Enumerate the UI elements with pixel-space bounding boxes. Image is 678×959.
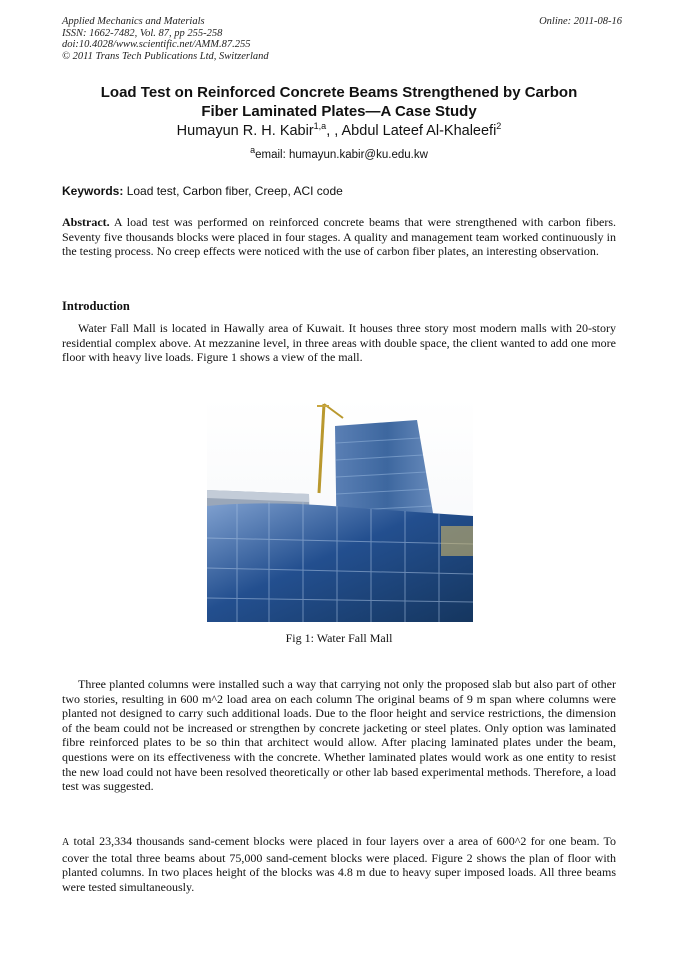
keywords-label: Keywords: bbox=[62, 184, 124, 198]
body-paragraph-3 bbox=[62, 834, 616, 894]
email-marker: a bbox=[250, 145, 256, 156]
mall-photo bbox=[207, 398, 473, 622]
journal-doi: doi:10.4028/www.scientific.net/AMM.87.255 bbox=[62, 39, 251, 50]
title-line-1: Load Test on Reinforced Concrete Beams Strengthened by Carbon bbox=[100, 84, 578, 101]
keywords bbox=[62, 184, 616, 198]
author-list bbox=[62, 123, 616, 139]
journal-name: Applied Mechanics and Materials bbox=[62, 16, 205, 27]
figure-caption: Fig 1: Water Fall Mall bbox=[285, 631, 393, 645]
online-date: Online: 2011-08-16 bbox=[539, 16, 622, 27]
journal-copyright: © 2011 Trans Tech Publications Ltd, Switzerland bbox=[62, 50, 269, 62]
abstract-text: A load test was performed on reinforced concrete beams that were strengthened with carbon fibers. Seventy five thousands blocks were placed in four stages. A quality and management team worked continuously in the testing process. No creep effects were noticed with the use of carbon fiber plates, an interesting observation. bbox=[62, 215, 616, 259]
paper-title bbox=[62, 83, 616, 121]
author-1-affiliation: 1,a bbox=[313, 121, 327, 132]
abstract bbox=[62, 215, 616, 259]
email-text: email: humayun.kabir@ku.edu.kw bbox=[255, 149, 428, 161]
introduction-paragraph: Water Fall Mall is located in Hawally area of Kuwait. It houses three story most modern malls with 20-story residential complex above. At mezzanine level, in three areas with double space, the client wanted to add one more floor with heavy live loads. Figure 1 shows a view of the mall. bbox=[62, 321, 616, 365]
abstract-label: Abstract. bbox=[62, 215, 110, 229]
author-2: Abdul Lateef Al-Khaleefi bbox=[341, 123, 497, 139]
author-2-affiliation: 2 bbox=[496, 121, 502, 132]
body-paragraph-2: Three planted columns were installed such a way that carrying not only the proposed slab but also part of other two stories, resulting in 600 m^2 load area on each column The original beams of 9 m span where columns were planted not designed to carry such additional loads. Due to the floor height and service restrictions, the dimension of the beam could not be increased or strengthen by concrete jacketing or steel plates. Only option was laminated fibre reinforced plates to be so thin that architect would allow. After placing laminated plates under the beam, questions were on its effectiveness with the concrete. Whether laminated plates would work as one entity to resist the new load could not have been resolved theoretically or other lab based experimental methods. Therefore, a load test was suggested. bbox=[62, 677, 616, 794]
title-line-2: Fiber Laminated Plates—A Case Study bbox=[201, 103, 477, 120]
journal-header bbox=[62, 16, 622, 62]
paragraph-3-first-letter: A bbox=[62, 837, 70, 848]
keywords-text: Load test, Carbon fiber, Creep, ACI code bbox=[123, 184, 343, 198]
journal-issn: ISSN: 1662-7482, Vol. 87, pp 255-258 bbox=[62, 27, 223, 39]
author-email bbox=[62, 145, 616, 161]
author-separator: , , bbox=[326, 123, 342, 139]
author-1: Humayun R. H. Kabir bbox=[176, 123, 314, 139]
introduction-heading: Introduction bbox=[62, 299, 130, 313]
paragraph-3-text: total 23,334 thousands sand-cement blocks were placed in four layers over a area of 600^2 for one beam. To cover the total three beams about 75,000 sand-cement blocks were placed. Figure 2 shows the plan of floor with planted columns. In two places height of the blocks was 4.8 m due to heavy super imposed loads. All three beams were tested simultaneously. bbox=[62, 834, 616, 894]
